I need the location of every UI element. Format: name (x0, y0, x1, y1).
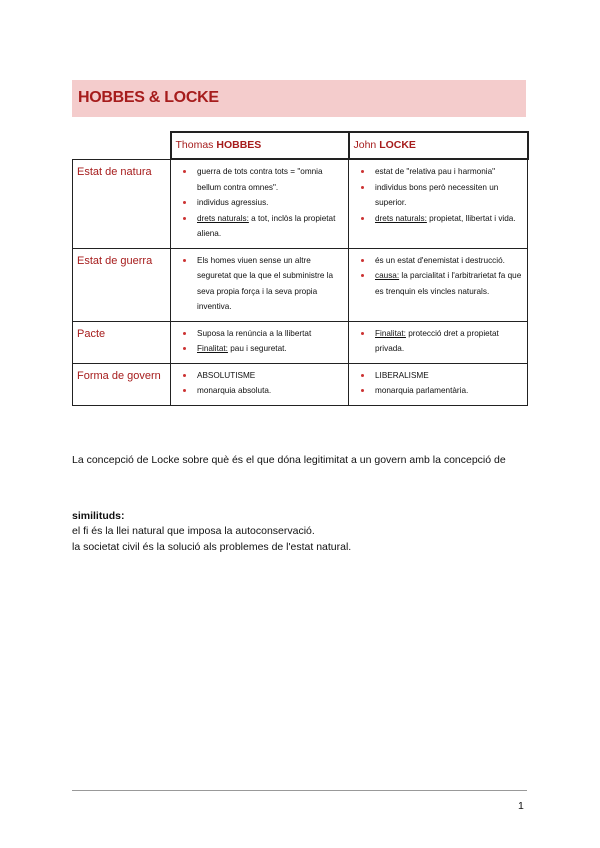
item-text: ABSOLUTISME (197, 370, 256, 380)
underlined-term: causa: (375, 271, 400, 280)
bullet-list (353, 326, 523, 357)
list-item (359, 211, 523, 227)
list-item (181, 326, 344, 342)
hobbes-cell (171, 159, 349, 248)
bullet-list (175, 326, 344, 357)
item-text: pau i seguretat. (227, 344, 287, 353)
item-text: Suposa la renúncia a la llibertat (197, 328, 312, 338)
hobbes-cell (171, 363, 349, 405)
list-item (359, 180, 523, 211)
similituds-heading: similituds: (72, 510, 125, 522)
item-text: monarquia absoluta. (197, 386, 272, 395)
list-item (181, 164, 344, 195)
item-text: a tot, inclòs la propietat aliena. (197, 213, 336, 238)
hobbes-cell (171, 321, 349, 363)
row-label: Pacte (73, 321, 171, 363)
list-item (359, 368, 523, 384)
list-item (359, 253, 523, 269)
row-label: Estat de guerra (73, 248, 171, 321)
list-item (181, 368, 344, 384)
item-text: propietat, llibertat i vida. (426, 213, 516, 223)
item-text: monarquia parlamentària. (375, 386, 469, 395)
list-item (181, 195, 344, 211)
similituds-line: el fi és la llei natural que imposa la autoconservació. (72, 525, 315, 537)
table-row (73, 321, 528, 363)
item-text: estat de "relativa pau i harmonia" (375, 167, 496, 176)
comparison-table (72, 131, 529, 406)
underlined-term: Finalitat: (197, 344, 228, 353)
row-label: Estat de natura (73, 159, 171, 248)
list-item (181, 211, 344, 242)
footer-divider (72, 790, 527, 791)
locke-cell (349, 321, 528, 363)
table-row (73, 248, 528, 321)
locke-cell (349, 159, 528, 248)
item-text: Els homes viuen sense un altre seguretat que la que el subministre la seva propia força i la seva propia inventiva. (197, 255, 334, 311)
list-item (359, 164, 523, 180)
list-item (359, 326, 523, 357)
bullet-list (175, 253, 344, 315)
hobbes-cell (171, 248, 349, 321)
similituds-line: la societat civil és la solució als problemes de l'estat natural. (72, 541, 352, 553)
item-text: protecció dret a propietat privada. (375, 328, 499, 353)
underlined-term: drets naturals: (197, 213, 249, 223)
bullet-list (353, 164, 523, 226)
bullet-list (353, 253, 523, 300)
item-text: guerra de tots contra tots = "omnia bellum contra omnes". (197, 167, 323, 192)
underlined-term: drets naturals: (375, 213, 427, 223)
header-locke: John LOCKE (349, 132, 528, 159)
row-label: Forma de govern (73, 363, 171, 405)
bullet-list (175, 164, 344, 242)
paragraph-legitimacy: La concepció de Locke sobre què és el que dóna legitimitat a un govern amb la concepció de (72, 454, 506, 466)
list-item (359, 268, 523, 299)
item-text: la parcialitat i l'arbitrarietat fa que es trenquin els vincles naturals. (375, 271, 522, 296)
bullet-list (175, 368, 344, 399)
list-item (181, 383, 344, 399)
bullet-list (353, 368, 523, 399)
locke-cell (349, 248, 528, 321)
item-text: LIBERALISME (375, 370, 429, 380)
page-number: 1 (518, 800, 524, 812)
title-banner (72, 80, 526, 117)
item-text: individus agressius. (197, 198, 269, 207)
item-text: individus bons però necessiten un superior. (375, 182, 499, 207)
locke-cell (349, 363, 528, 405)
list-item (181, 253, 344, 315)
table-row (73, 363, 528, 405)
page-title: HOBBES & LOCKE (78, 89, 219, 106)
list-item (181, 341, 344, 357)
list-item (359, 383, 523, 399)
table-corner (73, 132, 171, 159)
table-row (73, 159, 528, 248)
underlined-term: Finalitat: (375, 328, 406, 338)
header-hobbes: Thomas HOBBES (171, 132, 349, 159)
item-text: és un estat d'enemistat i destrucció. (375, 255, 505, 265)
